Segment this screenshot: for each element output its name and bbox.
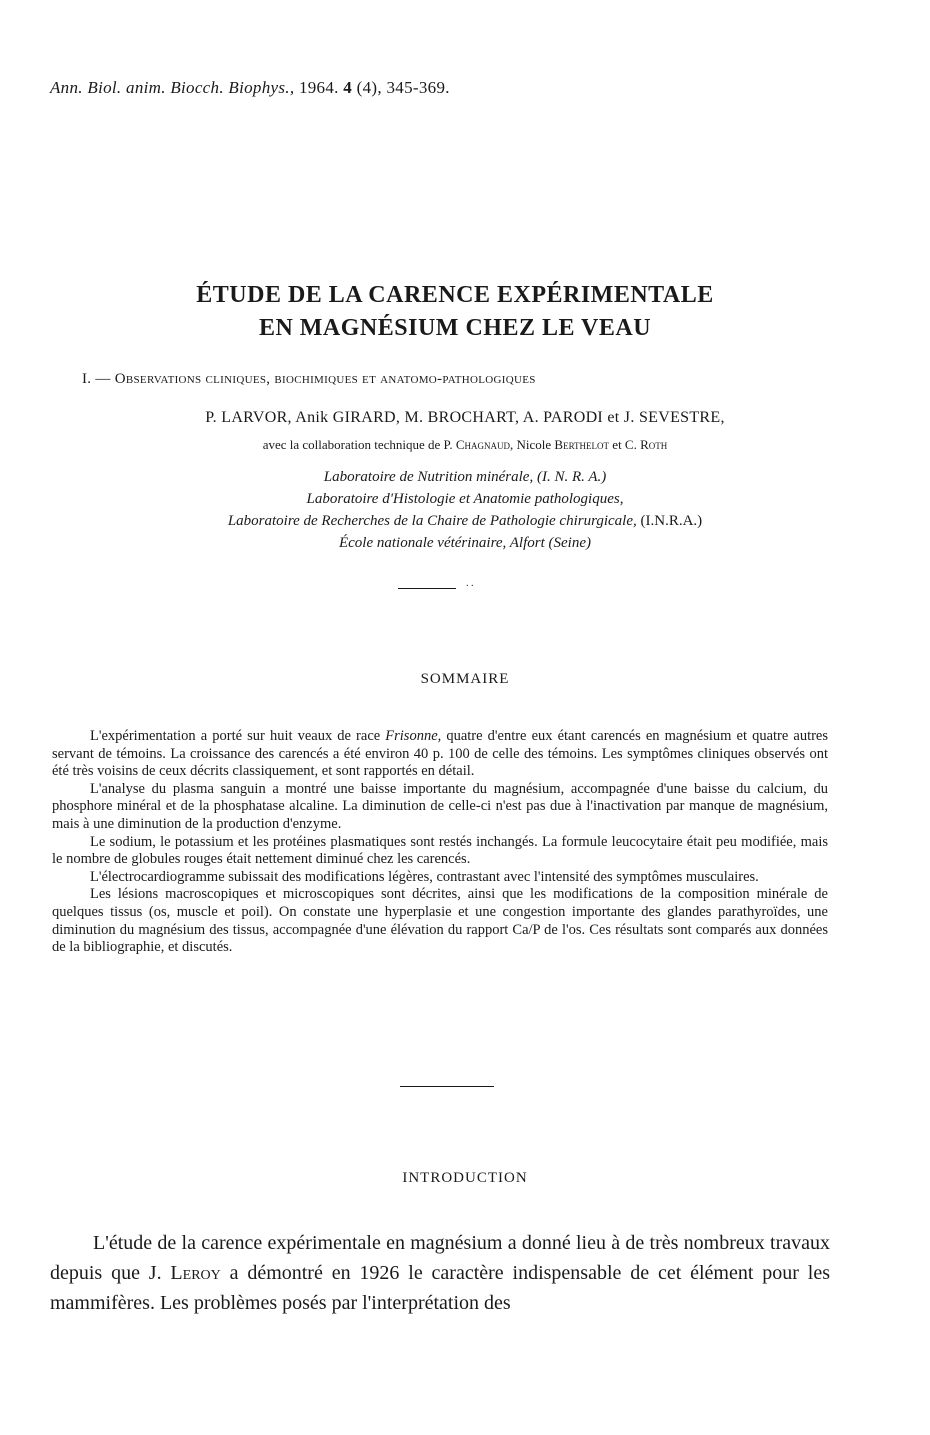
citation: [50, 78, 450, 98]
volume: 4: [343, 78, 353, 97]
affiliation-1: [0, 466, 930, 488]
title-line-2: EN MAGNÉSIUM CHEZ LE VEAU: [258, 315, 652, 341]
collab-name-2: Berthelot: [554, 437, 610, 452]
pages: 345-369.: [386, 78, 450, 97]
introduction-paragraph-1: [50, 1228, 830, 1318]
introduction-body: [50, 1228, 830, 1318]
collab-mid: , Nicole: [510, 437, 555, 452]
sommaire-heading: SOMMAIRE: [420, 671, 510, 687]
subtitle-prefix: I. —: [82, 371, 115, 387]
collab-name-1: Chagnaud: [455, 437, 511, 452]
collaborators: [0, 437, 930, 453]
abstract-p1-b: quatre d'entre eux étant carencés en magnésium et quatre autres servant de témoins. La croissance des carencés a été environ 40 p. 100 de celle des témoins. Les symptômes cliniques observés ont été très voisins de ceux décrits classiquement, et sont rapportés en détail.: [52, 728, 828, 780]
abstract: [52, 728, 828, 957]
affiliations: [0, 466, 930, 554]
affiliation-2: Laboratoire d'Histologie et Anatomie pathologiques,: [306, 491, 624, 507]
affiliation-3: [0, 510, 930, 532]
affiliation-4: [0, 532, 930, 554]
collab-and: et C.: [609, 437, 641, 452]
intro-p1-b: a démontré en 1926 le caractère indispensable de cet élément pour les mammifères. Les problèmes posés par l'interprétation des: [50, 1262, 830, 1314]
separator-dots: . .: [466, 578, 474, 589]
abstract-p1-a: L'expérimentation a porté sur huit veaux de race: [90, 728, 386, 744]
abstract-paragraph-4: L'électrocardiogramme subissait des modifications légères, contrastant avec l'intensité des symptômes musculaires.: [90, 868, 759, 885]
collab-name-3: Roth: [640, 437, 668, 452]
introduction-heading: INTRODUCTION: [402, 1170, 528, 1186]
affiliation-4-name: École nationale vétérinaire, Alfort: [338, 535, 545, 551]
year: 1964.: [298, 78, 339, 97]
journal-name: Ann. Biol. anim. Biocch. Biophys.,: [50, 78, 295, 97]
abstract-paragraph-3: Le sodium, le potassium et les protéines plasmatiques sont restés inchangés. La formule leucocytaire était peu modifiée, mais le nombre de globules rouges était nettement diminué chez les carencés.: [52, 833, 828, 868]
intro-author: Leroy: [170, 1262, 221, 1284]
affiliation-3-inst: (I.N.R.A.): [640, 513, 703, 529]
subtitle: [82, 371, 536, 388]
abstract-paragraph-5: Les lésions macroscopiques et microscopiques sont décrites, ainsi que les modifications de la composition minérale de quelques tissus (os, muscle et poil). On constate une hyperplasie et une congestion importante des glandes parathyroïdes, une diminution du magnésium des tissus, accompagnée d'une élévation du rapport Ca/P de l'os. Ces résultats sont comparés aux données de la bibliographie, et discutés.: [52, 886, 828, 956]
intro-p1-a: L'étude de la carence expérimentale en magnésium a donné lieu à de très nombreux travaux depuis que J.: [50, 1232, 830, 1284]
breed-name: Frisonne,: [385, 728, 442, 744]
separator-rule-2: [400, 1086, 494, 1087]
authors: P. LARVOR, Anik GIRARD, M. BROCHART, A. PARODI et J. SEVESTRE,: [205, 409, 725, 426]
abstract-paragraph-1: [52, 728, 828, 781]
subtitle-text: Observations cliniques, biochimiques et anatomo-pathologiques: [114, 371, 536, 387]
issue: (4),: [356, 78, 382, 97]
affiliation-1-inst: (I. N. R. A.): [536, 469, 607, 485]
abstract-paragraph-2: L'analyse du plasma sanguin a montré une baisse importante du magnésium, accompagnée d'une baisse du calcium, du phosphore minéral et de la phosphatase alcaline. La diminution de celle-ci n'est pas due à l'inactivation par manque de magnésium, mais à une diminution de la production d'enzyme.: [52, 780, 828, 832]
affiliation-1-name: Laboratoire de Nutrition minérale,: [323, 469, 534, 485]
title-line-1: ÉTUDE DE LA CARENCE EXPÉRIMENTALE: [196, 282, 714, 308]
collab-prefix: avec la collaboration technique de P.: [262, 437, 456, 452]
affiliation-4-place: (Seine): [548, 535, 592, 551]
separator-rule-1: [398, 588, 456, 589]
affiliation-3-name: Laboratoire de Recherches de la Chaire de Pathologie chirurgicale,: [227, 513, 637, 529]
